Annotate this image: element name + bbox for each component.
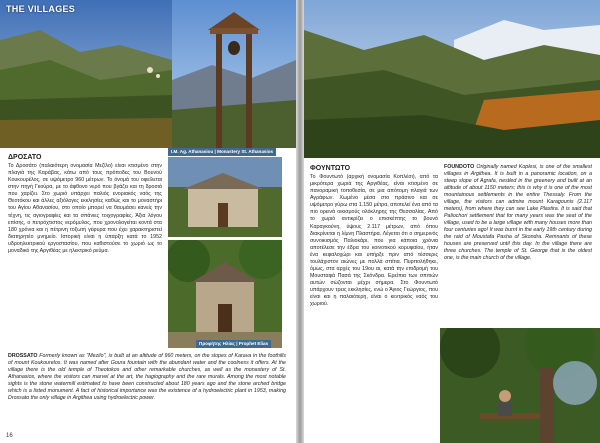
gr-body-foundoto: Το Φουντωτό (αρχική ονομασία Κοπλέσι), από τα μικρότερα χωριά της Αργιθέας, είναι κτισμένο σε πανοραμική τοποθεσία, σε μια απότομη πλαγιά των Αγράφων. Χωμένο μέσα στο πράσινο και σε υψόμετρο γύρω στα 1.150 μέτρα, αποτελεί ένα από τα πιο ορεινά οικισμούς ολόκληρης της Θεσσαλίας. Από το χωριό αντικρίζει ο επισκέπτης το βουνό Καραγκούνη, ύψους 2.117 μέτρων, από όπου διακρίνεται η λίμνη Πλαστήρα. Λέγεται ότι ο σημερινός συνοικισμός Παλιοκάρι, που για κάποια χρόνια αποτέλεσε την έδρα του κοινοτικού κορυφαίου, ήταν ένα κεφαλοχώρι και υπήρξε πριν από τέσσερις τουλάχιστον αιώνες με πολλά σπίτια. Πυρπολήθηκε, όμως, στα αρχές του 19ου αι, κατά την επιδρομή του Μουσταφά Πασά της Σκόνδρα. Ερείπια των σπιτιών αυτών σώζονται μέχρι σήμερα. Στο Φουντωτό υπάρχουν τρεις εκκλησίες, ενώ ο Άγιος Γεώργιος, που είναι και η παλαιότερη, είναι ο κεντρικός ναός του χωριού. [310, 174, 438, 307]
book-gutter [296, 0, 304, 443]
section-label: THE VILLAGES [6, 4, 76, 14]
gr-body-drosato: Το Δροσάτο (παλαιότερη ονομασία Μεζίλο) είναι κτισμένο στην πλαγιά της Καράβας, κάτω από τους πρόποδες του Βουνού Κουκουρέλος, σε υψόμετρο 960 μέτρων. Το όνομά του οφείλεται στην πηγή Γκούρα, με το άφθονο νερό που βγάζει και τη δροσιά που χαρίζει. Στο χωριό υπάρχει παλιός ενοριακός ναός της Θεοτόκου και άλλες αξιόλογες εκκλησίες καθώς και το μοναστήρι του Αγίου Αθανασίου, στο οποίο μπορεί να θαυμάσει κανείς την τέχνη, τις αγιογραφίες και τα σπάνιες τοιχογραφίες. Άξια λόγου επίσης, ο πετρόχτιστος νερόμυλος, που χρονολογείται κοντά στα 180 χρόνια και η πέτρινη τοξωτή γέφυρα που έχει χαρακτηριστεί διατηρητέο μνημείο. Ιστορική είναι η ύπαρξη κατά το 1952 υδροηλεκτρικού εργοστασίου, που καθιστούσε το χωριό ως το μοναδικό της Αργιθέας με ηλεκτρικό ρεύμα. [8, 163, 162, 254]
en-text-foundoto [444, 164, 592, 262]
gr-title-drosato: ΔΡΟΣΑΤΟ [8, 154, 42, 161]
caption-monastery: I.M. Ag. Athanasiou | Monastery St. Athanasios [168, 148, 276, 156]
en-title-foundoto: FOUNDOTO [444, 164, 475, 170]
gr-title-foundoto: ΦΟΥΝΤΩΤΟ [310, 165, 351, 172]
page-number: 16 [6, 433, 13, 439]
photo-bell-tower [172, 0, 296, 148]
en-text-drosato [8, 353, 286, 402]
photo-drosato-valley [0, 0, 172, 148]
en-body-drosato: Formerly known as "Mezilo", is built at an altitude of 960 meters, on the slopes of Karava in the foothills of mount Koukourelos. It was named after Goura fountain with the abundant water and the coolness it offers. At the village there is the old temple of Theotokos and other remarkable churches, as well as the monastery of St. Athanasios, where the visitors can marvel at the art, the hagiography and the rare murals. Among the most notable sights is the stone watermill estimated to have been constructed about 180 years ago and the stone arched bridge which is a listed monument. A fact of historical importance was the existence of a hydroelectric plant in 1953, making Drossato the only village in Argithea using hydroelectric power. [8, 353, 286, 402]
photo-prophet-elias-church [168, 240, 282, 348]
left-page [0, 0, 296, 443]
caption-prophet-elias: Προφήτης Ηλίας | Prophet Elias [196, 340, 271, 348]
photo-mountain-panorama [304, 0, 600, 158]
photo-man-under-tree [440, 328, 600, 443]
en-body-foundoto: Originally named Koplesi, is one of the smallest villages in Argithea. It is built in a panoramic location, on a steep slope of Agrafa, nestled in the greenery and built at an altitude of about 1150 meters; this is why it is one of the most mountainous settlements in the entire Thessaly. From the village, the visitors can admire mount Karagounis (2.117 meters), from where they can see Lake Plastira. It is said that Paliochori settlement that for many years was the seat of the village, used to be a large village with many houses more than four centuries ago! It was burnt in the early 19th century during the raid of Moustafa Pasha of Skondra. Remnants of these houses are preserved until this day. In the village there are three churches. The temple of St. George that is the oldest one, is the main church of the village. [444, 164, 592, 262]
right-page [304, 0, 600, 443]
photo-monastery [168, 157, 282, 237]
gr-text-foundoto [310, 164, 438, 308]
gr-text-drosato [8, 153, 162, 255]
en-title-drosato: DROSSATO [8, 353, 38, 359]
